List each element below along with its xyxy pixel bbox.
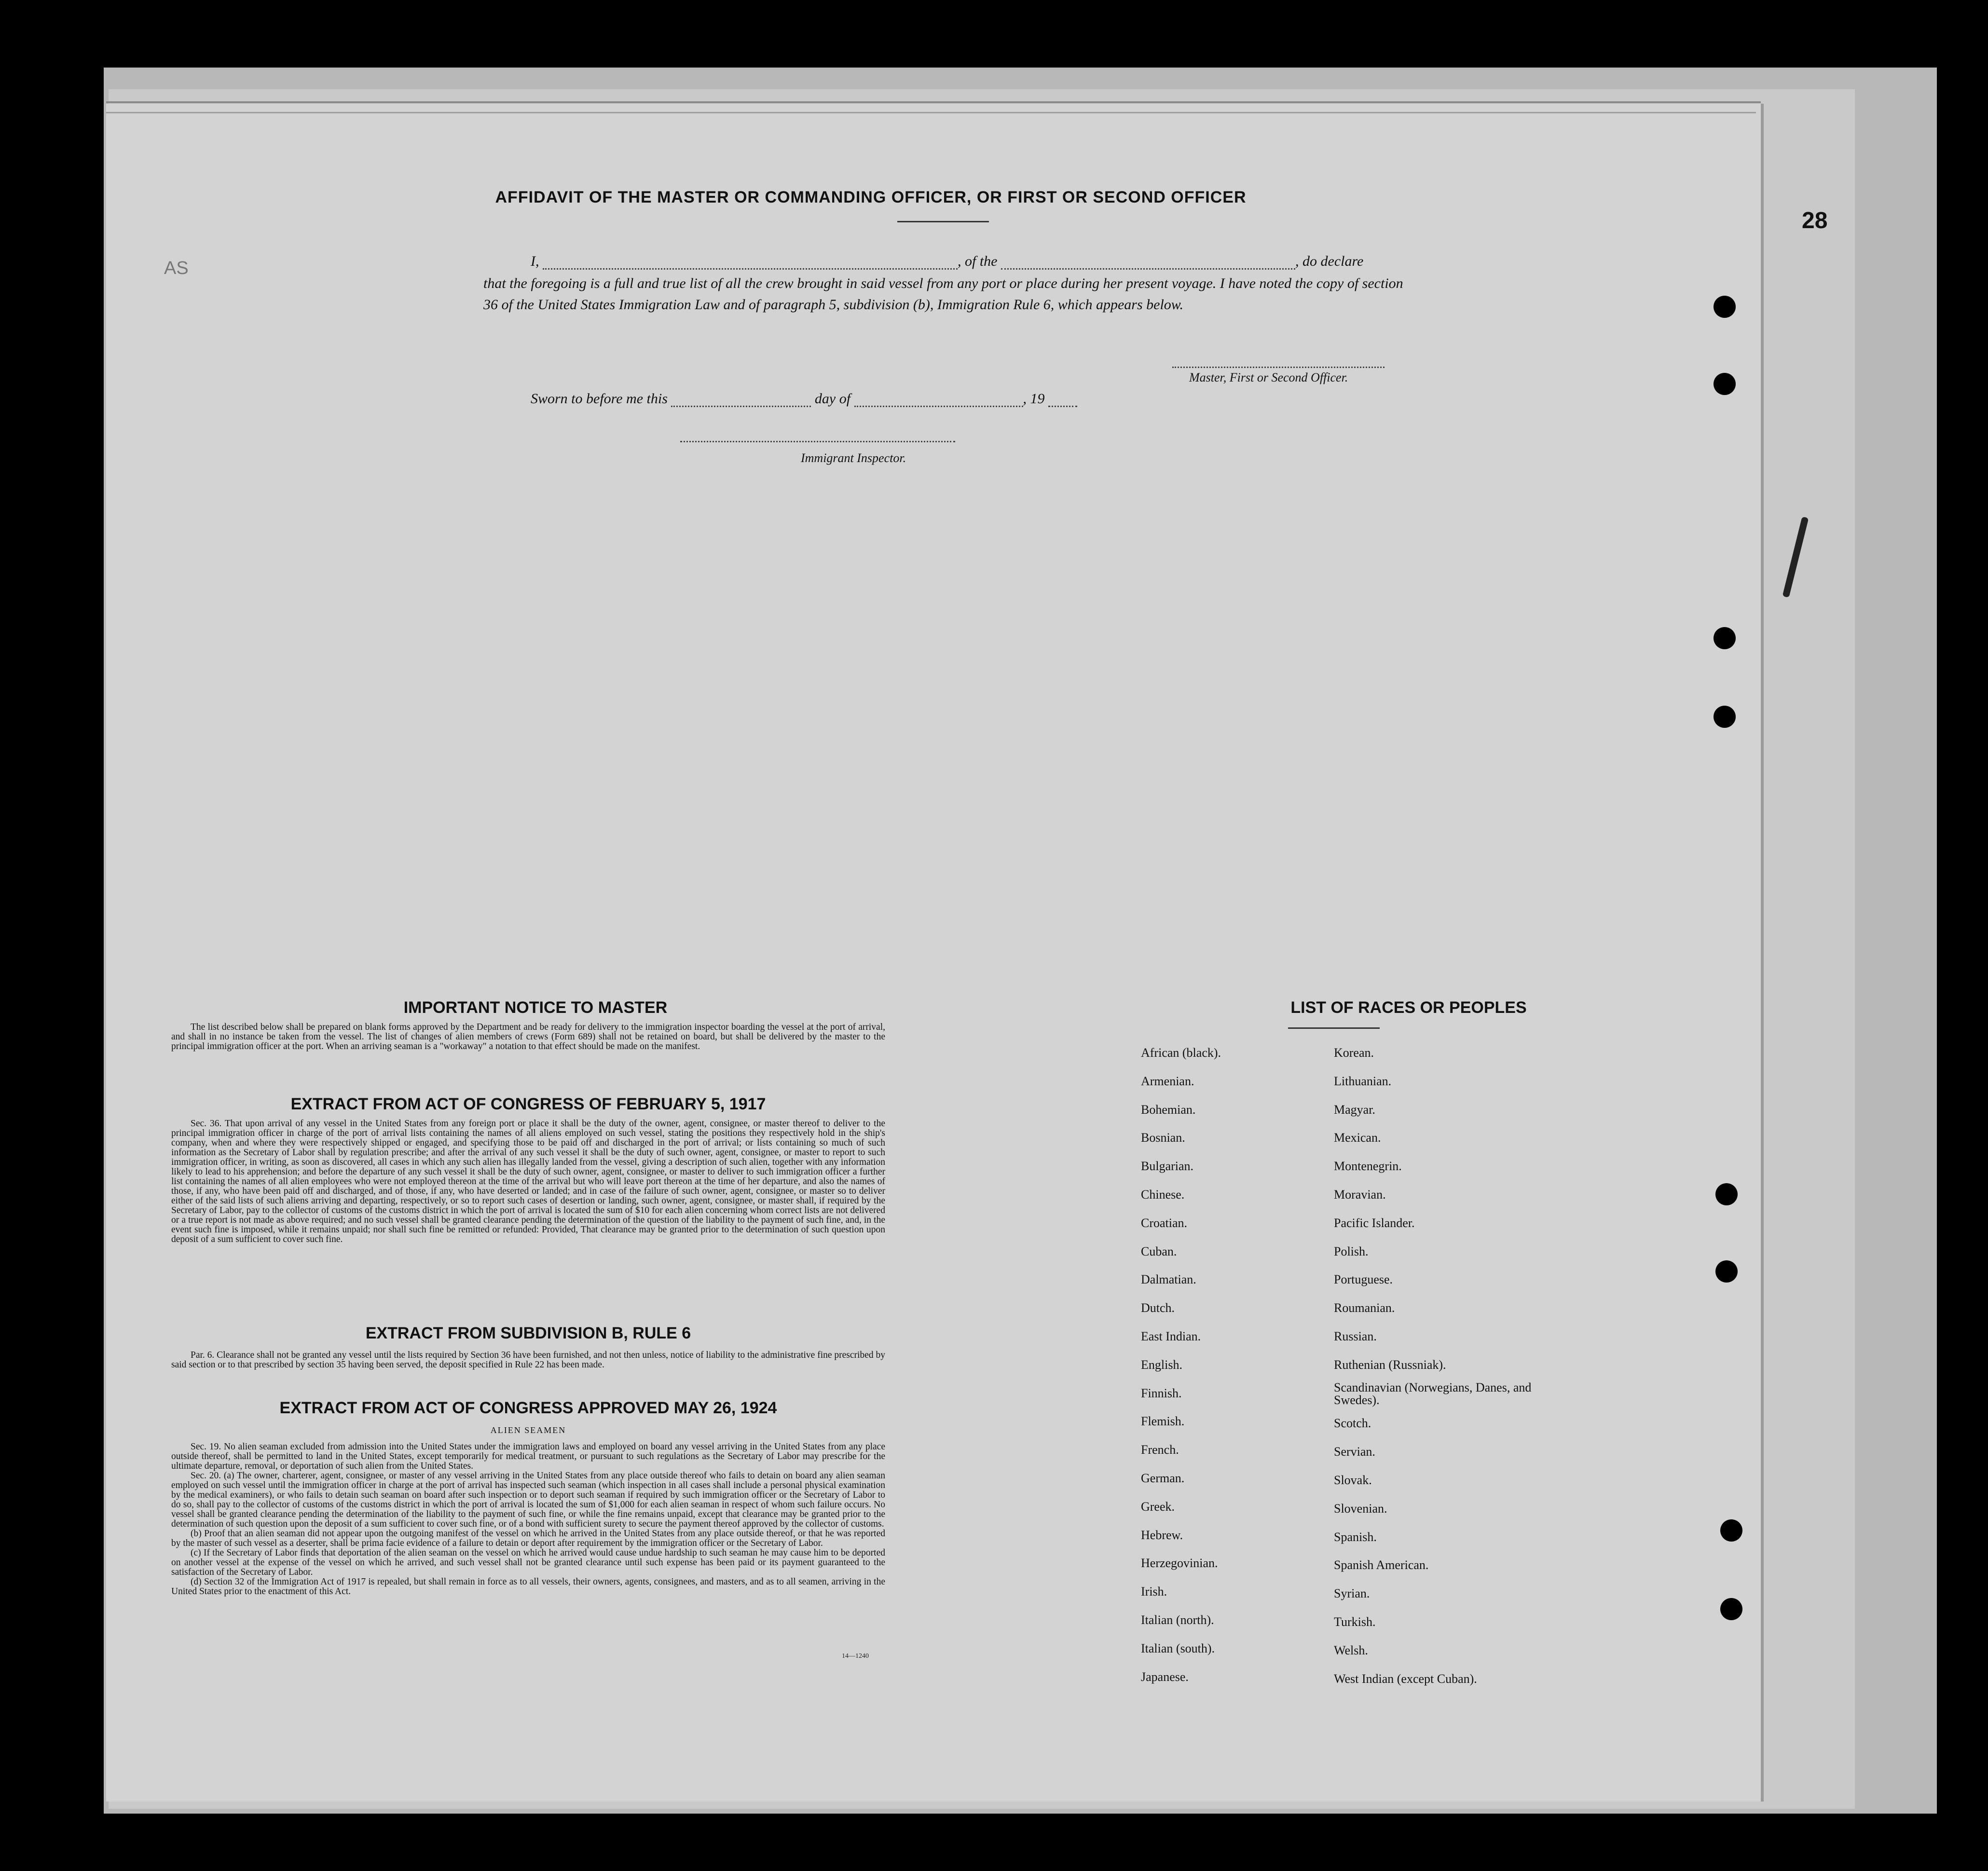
race-item: Portuguese. [1334, 1272, 1393, 1287]
extract-1924-paragraph: (d) Section 32 of the Immigration Act of 1917 is repealed, but shall remain in force as to all vessels, their owners, agents, consignees, and masters, and as to all seamen, arriving in the United States prior to the enactment of this Act. [171, 1577, 885, 1597]
binder-hole [1715, 1183, 1738, 1205]
race-item: Lithuanian. [1334, 1074, 1392, 1088]
margin-mark: AS [164, 258, 189, 278]
race-item: Spanish. [1334, 1530, 1377, 1544]
race-item: Greek. [1141, 1499, 1175, 1514]
race-item: Spanish American. [1334, 1558, 1429, 1572]
page-edge-rule [106, 112, 1756, 113]
affidavit-title: AFFIDAVIT OF THE MASTER OR COMMANDING OFFICER, OR FIRST OR SECOND OFFICER [495, 188, 1247, 206]
race-item: Flemish. [1141, 1414, 1185, 1429]
race-item: Herzegovinian. [1141, 1556, 1218, 1571]
vessel-name-field[interactable] [1001, 268, 1295, 270]
page-number: 28 [1802, 208, 1828, 233]
race-item: Japanese. [1141, 1669, 1189, 1684]
race-item: Finnish. [1141, 1386, 1182, 1400]
race-item: Magyar. [1334, 1102, 1375, 1117]
race-item: Bulgarian. [1141, 1159, 1194, 1174]
race-item: African (black). [1141, 1046, 1221, 1060]
race-item: Pacific Islander. [1334, 1215, 1415, 1230]
race-item: Polish. [1334, 1244, 1369, 1258]
form-number: 14—1240 [842, 1652, 869, 1660]
race-item: Chinese. [1141, 1187, 1185, 1202]
races-title: LIST OF RACES OR PEOPLES [1290, 998, 1527, 1017]
race-item: West Indian (except Cuban). [1334, 1671, 1477, 1686]
binder-hole [1720, 1519, 1742, 1542]
race-item: Scotch. [1334, 1416, 1371, 1431]
race-item: Ruthenian (Russniak). [1334, 1357, 1446, 1372]
race-item: Hebrew. [1141, 1528, 1183, 1542]
extract-1924-paragraph: (c) If the Secretary of Labor finds that deportation of the alien seaman on the vessel on which he arrived would cause undue hardship to such seaman he may cause him to be deported on another vessel at the expense of the vessel on which he arrived, and such vessel shall not be granted clearance until such expense has been paid or its payment guaranteed to the satisfaction of the Secretary of Labor. [171, 1548, 885, 1577]
affidavit-body: that the foregoing is a full and true list of all the crew brought in said vessel from any port or place during her present voyage. I have noted the copy of section 36 of the United States Immigration Law and of paragraph 5, subdivision (b), Immigration Rule 6, which appears below. [483, 275, 1403, 313]
affidavit-declaration-line [531, 253, 1363, 270]
race-item: East Indian. [1141, 1329, 1201, 1343]
race-item: Servian. [1334, 1445, 1375, 1459]
extract-rule6-title: EXTRACT FROM SUBDIVISION B, RULE 6 [365, 1324, 691, 1342]
race-item: Turkish. [1334, 1614, 1376, 1629]
race-item: Dutch. [1141, 1301, 1175, 1315]
race-item: Welsh. [1334, 1643, 1368, 1657]
race-item: Bohemian. [1141, 1102, 1196, 1117]
race-item: Montenegrin. [1334, 1159, 1402, 1174]
vessel-prefix: , of the [958, 253, 998, 269]
race-item: Roumanian. [1334, 1301, 1395, 1315]
notice-text: The list described below shall be prepared on blank forms approved by the Department and be ready for delivery to the immigration inspector boarding the vessel at the port of arrival, and shall in no instance be taken from the vessel. The list of changes of alien members of crews (Form 689) shall not be retained on board, but shall be delivered by the master to the principal immigration officer at the port. When an arriving seaman is a "workaway" a notation to that effect should be made on the manifest. [171, 1022, 885, 1052]
binder-hole [1714, 296, 1736, 318]
alien-seamen-subtitle: ALIEN SEAMEN [490, 1425, 566, 1435]
sworn-day-field[interactable] [671, 406, 811, 407]
sworn-month-field[interactable] [854, 406, 1023, 407]
race-item: Slovak. [1334, 1473, 1372, 1487]
extract-1924-paragraph: (b) Proof that an alien seaman did not appear upon the outgoing manifest of the vessel on which he arrived in the United States from any place outside thereof, or that he was reported by the master of such vessel as a deserter, shall be prima facie evidence of a failure to detain or deport after requirement by the immigration officer or the Secretary of Labor. [171, 1529, 885, 1548]
page-edge-rule [106, 101, 1761, 103]
sworn-line [531, 391, 1077, 407]
inspector-signature-field[interactable] [680, 441, 955, 442]
sworn-prefix: Sworn to before me this [531, 391, 668, 407]
binder-hole [1714, 706, 1736, 728]
sworn-year-field[interactable] [1048, 406, 1077, 407]
extract-1924-text [171, 1442, 885, 1597]
race-item: Armenian. [1141, 1074, 1194, 1088]
race-item: Slovenian. [1334, 1501, 1387, 1516]
binder-hole [1714, 373, 1736, 395]
race-item: English. [1141, 1357, 1182, 1372]
notice-title: IMPORTANT NOTICE TO MASTER [403, 998, 668, 1017]
declarant-prefix: I, [531, 253, 539, 269]
race-item: Dalmatian. [1141, 1272, 1196, 1287]
signature-field[interactable] [1172, 367, 1385, 368]
extract-1924-paragraph: Sec. 20. (a) The owner, charterer, agent, consignee, or master of any vessel arriving in the United States from any place outside thereof who fails to detain on board any alien seaman employed on such vessel until the immigration officer in charge at the port of arrival has inspected such seaman (which inspection in all cases shall include a personal physical examination by the medical examiners), or who fails to detain such seaman on board after such inspection or to deport such seaman if required by such immigration officer or the Secretary of Labor to do so, shall pay to the collector of customs of the customs district in which the port of arrival is located the sum of $1,000 for each alien seaman in respect of whom such failure occurs. No vessel shall be granted clearance pending the determination of the liability to the payment of such fine, or while the fine remains unpaid, except that clearance may be granted prior to the determination of such question upon the deposit of a sum sufficient to cover such fine, or of a bond with sufficient surety to secure the payment thereof approved by the collector of customs. [171, 1471, 885, 1529]
race-item: German. [1141, 1471, 1185, 1485]
race-item: Cuban. [1141, 1244, 1177, 1258]
race-item: Russian. [1334, 1329, 1377, 1343]
declare-suffix: , do declare [1295, 253, 1364, 269]
races-right-column [1334, 1039, 1536, 1693]
race-item: Korean. [1334, 1046, 1374, 1060]
races-left-column [1141, 1039, 1324, 1691]
binder-hole [1714, 627, 1736, 649]
signature-label: Master, First or Second Officer. [1189, 370, 1348, 384]
extract-1924-title: EXTRACT FROM ACT OF CONGRESS APPROVED MAY 26, 1924 [279, 1399, 777, 1417]
binder-hole [1720, 1598, 1742, 1620]
title-underline [897, 221, 989, 222]
race-item: Syrian. [1334, 1586, 1370, 1601]
race-item: Italian (north). [1141, 1612, 1214, 1627]
race-item: Mexican. [1334, 1131, 1381, 1145]
extract-1917-title: EXTRACT FROM ACT OF CONGRESS OF FEBRUARY 5, 1917 [290, 1095, 766, 1113]
extract-rule6-text: Par. 6. Clearance shall not be granted any vessel until the lists required by Section 36 have been furnished, and not then unless, notice of liability to the administrative fine prescribed by said section or to that prescribed by section 35 having been served, the deposit specified in Rule 22 has been made. [171, 1350, 885, 1370]
races-underline [1288, 1027, 1380, 1029]
race-item: Moravian. [1334, 1187, 1386, 1202]
race-item: Italian (south). [1141, 1641, 1215, 1655]
race-item: Bosnian. [1141, 1131, 1185, 1145]
race-item: Scandinavian (Norwegians, Danes, and Swedes). [1334, 1380, 1532, 1407]
sworn-year-prefix: , 19 [1023, 391, 1045, 407]
race-item: Irish. [1141, 1584, 1167, 1599]
race-item: Croatian. [1141, 1215, 1188, 1230]
binder-hole [1715, 1260, 1738, 1283]
extract-1917-text: Sec. 36. That upon arrival of any vessel in the United States from any foreign port or place it shall be the duty of the owner, agent, consignee, or master thereof to deliver to the principal immigration officer in charge of the port of arrival lists containing the names of all aliens employed on such vessel, stating the positions they respectively hold in the ship's company, when and where they were respectively shipped or engaged, and specifying those to be paid off and discharged in the port of arrival; or lists containing so much of such information as the Secretary of Labor shall by regulation prescribe; and after the arrival of any such vessel it shall be the duty of such owner, agent, consignee, or master to report to such immigration officer, in writing, as soon as discovered, all cases in which any such alien has illegally landed from the vessel, giving a description of such alien, together with any information likely to lead to his apprehension; and before the departure of any such vessel it shall be the duty of such owner, agent, consignee, or master to deliver to such immigration officer a further list containing the names of all alien employees who were not employed thereon at the time of the arrival but who will leave port thereon at the time of her departure, and also the names of those, if any, who have been paid off and discharged, and of those, if any, who have deserted or landed; and in case of the failure of such owner, agent, consignee, or master so to deliver either of the said lists of such aliens arriving and departing, respectively, or so to report such cases of desertion or landing, such owner, agent, consignee, or master shall, if required by the Secretary of Labor, pay to the collector of customs of the customs district in which the port of arrival is located the sum of $10 for each alien concerning whom correct lists are not delivered or a true report is not made as above required; and no such vessel shall be granted clearance pending the determination of the question of the liability to the payment of such fine, and, in the event such fine is imposed, while it remains unpaid; nor shall such fine be remitted or refunded: Provided, That clearance may be granted prior to the determination of such question upon deposit of a sum sufficient to cover such fine. [171, 1119, 885, 1244]
extract-1924-paragraph: Sec. 19. No alien seaman excluded from admission into the United States under the immigration laws and employed on board any vessel arriving in the United States from any place outside thereof, shall be permitted to land in the United States, except temporarily for medical treatment, or pursuant to such regulations as the Secretary of Labor may prescribe for the ultimate departure, removal, or deportation of such alien from the United States. [171, 1442, 885, 1471]
inspector-label: Immigrant Inspector. [801, 451, 906, 465]
race-item: French. [1141, 1443, 1179, 1457]
sworn-day-of: day of [814, 391, 851, 407]
declarant-name-field[interactable] [543, 268, 958, 270]
